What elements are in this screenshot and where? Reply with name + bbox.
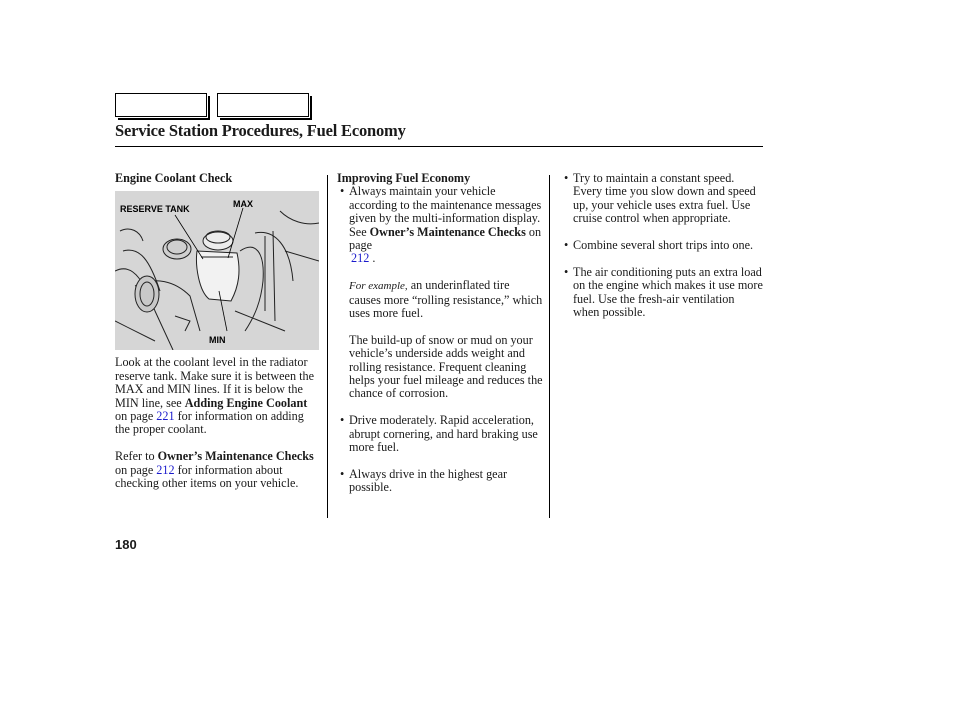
page-link-221[interactable]: 221: [156, 409, 175, 424]
page-link-212[interactable]: 212: [351, 251, 370, 266]
bullet-text: Drive moderately. Rapid acceleration, abrupt cornering, and hard braking use more fuel.: [349, 413, 538, 455]
bullet-text: Try to maintain a constant speed. Every time you slow down and speed up, your vehicle uses extra fuel. Use cruise control when appropriate.: [573, 171, 756, 226]
coolant-text: Look at the coolant level in the radiator reserve tank. Make sure it is between the MAX and MIN lines. If it is below the MIN line, see: [115, 355, 314, 410]
reserve-tank-label: RESERVE TANK: [120, 204, 190, 215]
for-example-text: For example,: [349, 280, 408, 293]
page-number: 180: [115, 537, 137, 552]
bullet-icon: •: [564, 171, 569, 185]
bullet-text: The build-up of snow or mud on your vehicle’s underside adds weight and rolling resistance. Frequent cleaning helps your fuel mileage and reduces the chance of corrosion.: [349, 332, 543, 401]
on-page-text-2: on page: [115, 462, 154, 477]
list-item: [337, 468, 543, 495]
list-item: [561, 239, 763, 252]
adding-coolant-ref: Adding Engine Coolant: [184, 395, 308, 410]
list-item: [337, 414, 543, 454]
refer-text: Refer to: [115, 449, 155, 464]
bullet-text: an underinflated tire causes more “rolling resistance,” which uses more fuel.: [349, 278, 543, 321]
coolant-reserve-tank-figure: [115, 191, 319, 350]
column-engine-coolant: [115, 172, 321, 490]
on-page-text: on page: [349, 224, 542, 253]
period-text: .: [372, 251, 376, 266]
column-divider-2: [549, 175, 550, 518]
list-item: [337, 185, 543, 400]
column-fuel-tips: [561, 172, 763, 319]
list-item: [561, 172, 763, 226]
section-heading-engine-coolant: Engine Coolant Check: [115, 171, 233, 185]
bullet-text: Always drive in the highest gear possible.: [349, 466, 508, 495]
column-fuel-economy: [337, 172, 543, 495]
refer-text-end: for information about checking other items on your vehicle.: [115, 462, 299, 491]
bullet-icon: •: [340, 413, 345, 428]
maintenance-checks-ref: Owner’s Maintenance Checks: [369, 224, 526, 239]
bullet-text: Combine several short trips into one.: [573, 238, 754, 253]
coolant-text-end: for information on adding the proper coolant.: [115, 409, 304, 437]
nav-tab-next[interactable]: [217, 93, 309, 117]
max-label: MAX: [233, 199, 253, 210]
on-page-text: on page: [115, 409, 154, 424]
maintenance-checks-ref: Owner’s Maintenance Checks: [157, 449, 314, 464]
bullet-icon: •: [340, 466, 345, 481]
column-divider-1: [327, 175, 328, 518]
list-item: [561, 266, 763, 320]
bullet-icon: •: [340, 184, 345, 199]
section-heading-fuel-economy: Improving Fuel Economy: [337, 171, 471, 185]
page-link-212[interactable]: 212: [156, 462, 175, 477]
bullet-text: Always maintain your vehicle according to the maintenance messages given by the multi-information display. See: [349, 184, 542, 239]
bullet-text: The air conditioning puts an extra load on the engine which makes it use more fuel. Use the fresh-air ventilation when possible.: [573, 264, 763, 320]
title-divider: [115, 146, 763, 147]
min-label: MIN: [209, 335, 226, 346]
page-title: Service Station Procedures, Fuel Economy: [115, 121, 406, 140]
coolant-paragraph: [115, 356, 321, 436]
bullet-icon: •: [564, 264, 569, 279]
bullet-icon: •: [564, 238, 569, 253]
refer-paragraph: [115, 450, 321, 490]
nav-tab-previous[interactable]: [115, 93, 207, 117]
